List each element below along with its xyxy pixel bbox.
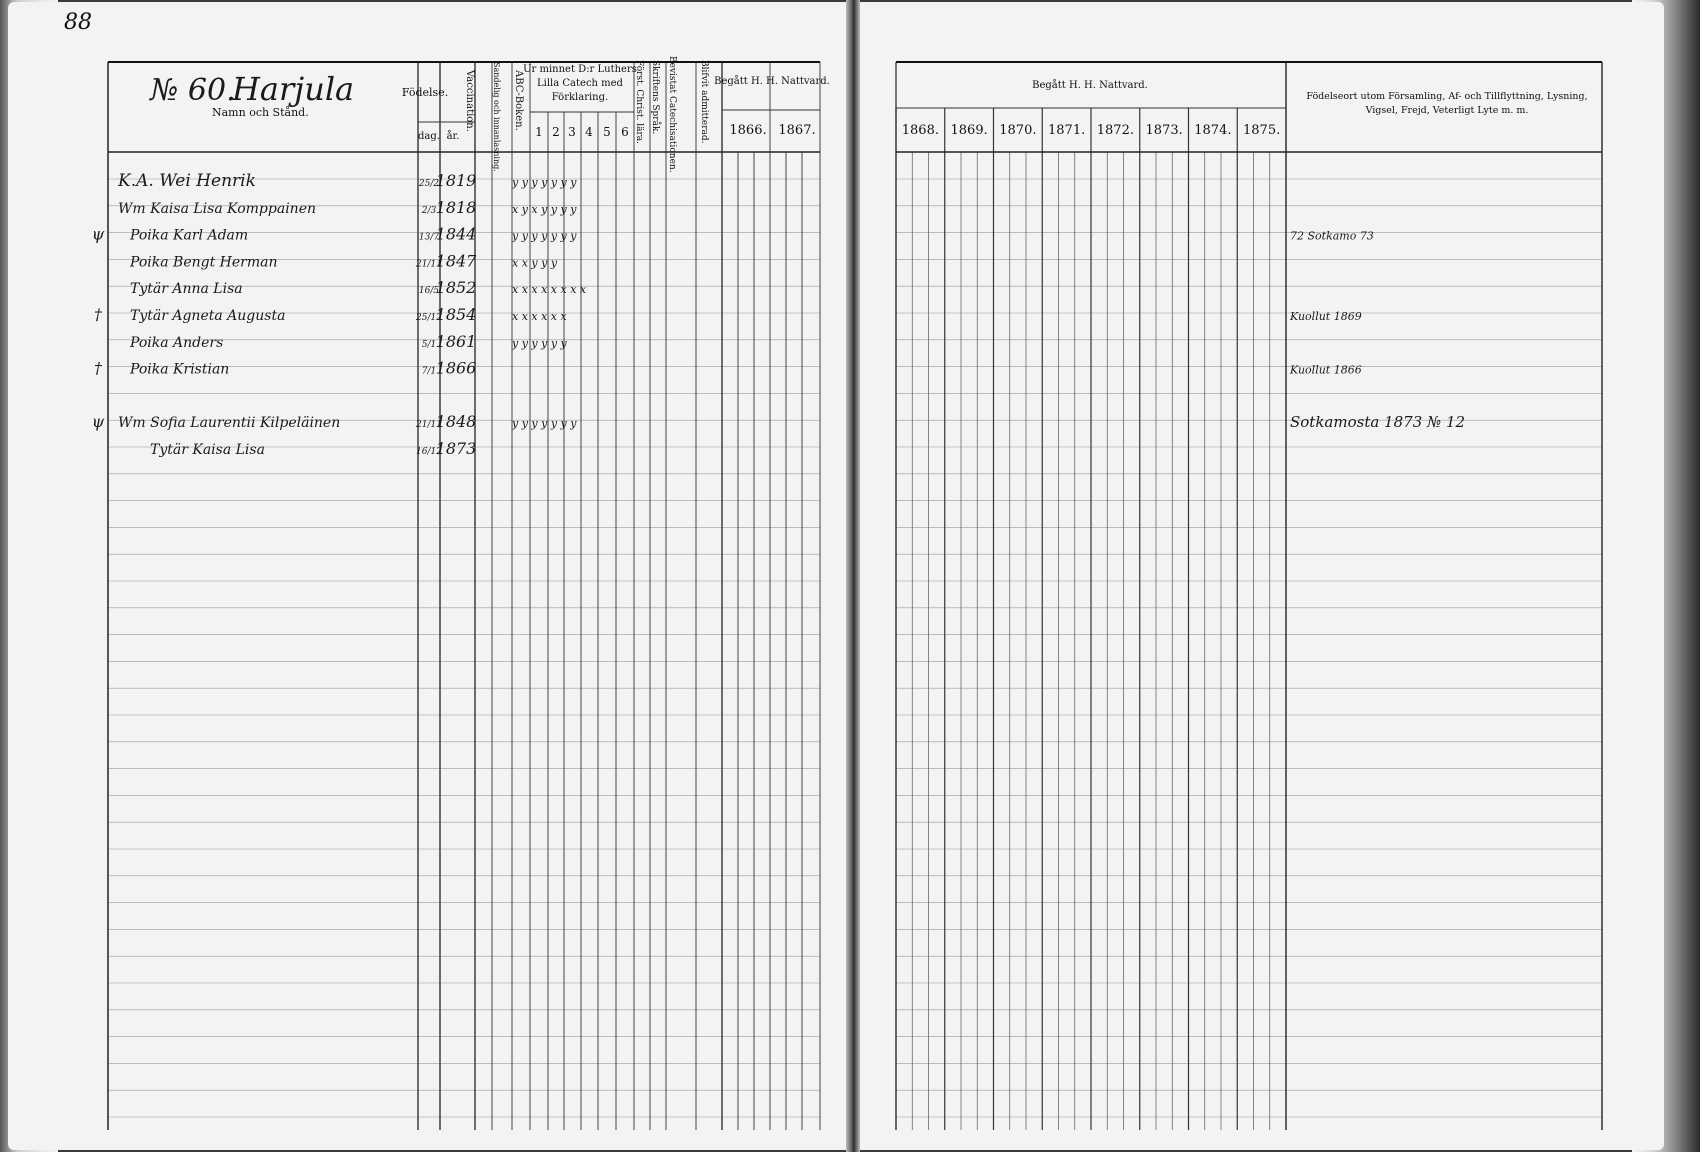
row-remark: Kuollut 1866 xyxy=(1290,363,1362,377)
year-1868: 1868. xyxy=(901,123,939,138)
row-mark: † xyxy=(94,305,102,324)
header-ar: år. xyxy=(446,131,460,142)
row-reading-marks: x x x x x x xyxy=(512,310,567,323)
row-name: K.A. Wei Henrik xyxy=(118,171,256,191)
header-forst-christ: Först. Christ. lära. xyxy=(634,60,644,145)
catech-column-1: 1 xyxy=(535,125,543,139)
row-remark: 72 Sotkamo 73 xyxy=(1290,229,1374,243)
row-mark: ψ xyxy=(91,412,105,432)
row-birth-year: 1844 xyxy=(435,224,477,244)
row-name: Tytär Anna Lisa xyxy=(130,281,243,298)
header-bevistat: Bevistat Catechisationen. xyxy=(667,56,677,173)
year-1873: 1873. xyxy=(1145,123,1183,138)
row-remark: Kuollut 1869 xyxy=(1290,310,1362,323)
year-1874: 1874. xyxy=(1194,123,1232,138)
catech-column-5: 5 xyxy=(603,125,611,139)
household-name: Harjula xyxy=(232,70,355,108)
row-mark: † xyxy=(94,358,102,378)
row-birth-day: 5/1 xyxy=(421,339,437,350)
row-birth-day: 13/7 xyxy=(418,232,440,243)
row-birth-year: 1861 xyxy=(435,331,477,351)
row-birth-day: 25/2 xyxy=(418,179,440,189)
row-mark: ψ xyxy=(91,224,105,244)
row-reading-marks: x x y y y xyxy=(512,256,558,270)
header-skriftens-sprak: Skriftens Språk. xyxy=(650,60,660,135)
row-name: Tytär Agneta Augusta xyxy=(130,308,286,324)
row-birth-day: 21/11 xyxy=(416,420,442,431)
household-number: № 60. xyxy=(150,73,236,108)
row-name: Wm Sofia Laurentii Kilpeläinen xyxy=(118,415,341,432)
header-forklaring: Förklaring. xyxy=(551,92,609,103)
header-nattvard-left: Begått H. H. Nattvard. xyxy=(714,76,830,87)
row-name: Poika Karl Adam xyxy=(130,227,249,244)
register-rows xyxy=(92,171,1465,458)
row-birth-year: 1847 xyxy=(435,251,477,271)
header-fodelse: Födelse. xyxy=(401,86,449,99)
year-1872: 1872. xyxy=(1096,123,1134,138)
row-birth-year: 1818 xyxy=(435,197,477,217)
row-birth-day: 2/3 xyxy=(421,205,437,216)
year-1870: 1870. xyxy=(999,123,1037,138)
catech-column-3: 3 xyxy=(568,125,576,139)
year-1875: 1875. xyxy=(1243,123,1281,138)
header-nattvard-right: Begått H. H. Nattvard. xyxy=(1032,80,1148,91)
row-name: Tytär Kaisa Lisa xyxy=(150,442,265,458)
row-name: Poika Anders xyxy=(130,334,224,351)
catech-column-6: 6 xyxy=(621,125,629,139)
page-number: 88 xyxy=(64,10,92,35)
row-name: Wm Kaisa Lisa Komppainen xyxy=(118,200,316,217)
header-blifvit-admitterad: Blifvit admitterad. xyxy=(699,60,709,144)
header-lilla-catech: Lilla Catech med xyxy=(537,78,623,89)
row-birth-year: 1854 xyxy=(435,305,477,324)
catech-column-2: 2 xyxy=(552,125,560,139)
row-reading-marks: y y y y y y y xyxy=(512,229,577,243)
header-namn-och-stand: Namn och Stånd. xyxy=(212,106,309,119)
row-name: Poika Bengt Herman xyxy=(130,254,278,271)
header-ur-minnet: Ur minnet D:r Luthers xyxy=(523,64,637,75)
row-birth-day: 21/11 xyxy=(416,259,442,270)
row-birth-year: 1852 xyxy=(435,278,477,298)
row-birth-year: 1819 xyxy=(435,171,477,190)
row-birth-day: 16/12 xyxy=(416,447,442,457)
header-abc-boken: ABC-Boken. xyxy=(513,70,524,131)
row-reading-marks: y y y y y y y xyxy=(512,417,577,431)
row-birth-day: 7/1 xyxy=(421,366,437,377)
row-birth-year: 1873 xyxy=(435,439,477,458)
catech-column-numbers xyxy=(535,125,629,139)
year-1871: 1871. xyxy=(1048,123,1086,138)
catech-column-4: 4 xyxy=(585,125,593,139)
row-name: Poika Kristian xyxy=(130,361,230,378)
row-reading-marks: y y y y y y xyxy=(512,336,567,350)
row-birth-day: 16/5 xyxy=(418,286,440,297)
row-reading-marks: y y y y y y y xyxy=(512,176,577,189)
header-remarks: Födelseort utom Församling, Af- och Tillflyttning, Lysning, Vigsel, Frejd, Veterligt Lyte m. m. xyxy=(1306,91,1588,116)
row-reading-marks: x x x x x x x x xyxy=(512,283,587,297)
year-1867: 1867. xyxy=(778,123,816,138)
year-1866: 1866. xyxy=(729,123,767,138)
row-birth-day: 25/12 xyxy=(416,313,442,323)
header-dag: dag. xyxy=(418,131,440,142)
row-birth-year: 1848 xyxy=(435,412,477,432)
row-birth-year: 1866 xyxy=(435,358,477,378)
year-1869: 1869. xyxy=(950,123,988,138)
header-vaccination: Vaccination. xyxy=(464,70,475,132)
header-innanlasning: Sandelig och innanlasning. xyxy=(492,62,501,172)
row-remark: Sotkamosta 1873 № 12 xyxy=(1290,413,1466,432)
row-reading-marks: x y x y y y y xyxy=(512,202,577,216)
